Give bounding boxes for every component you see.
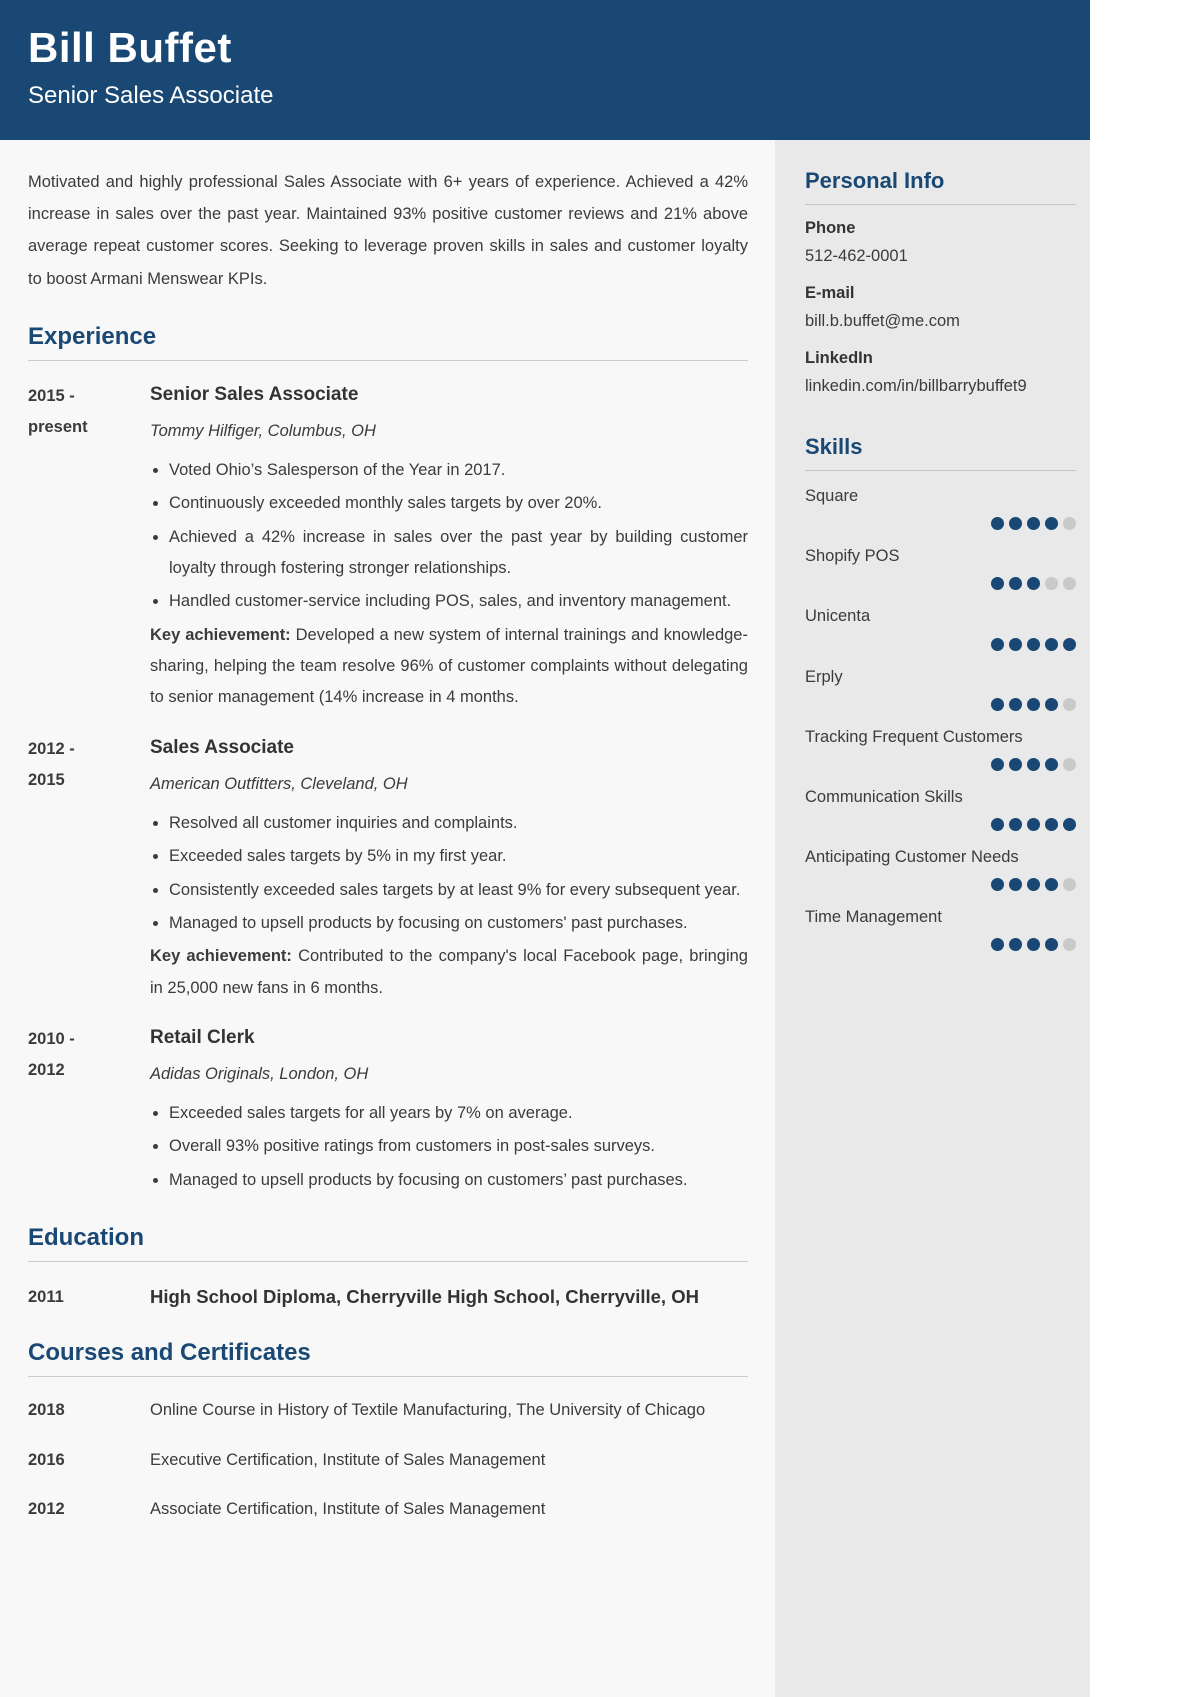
entry-bullet-list bbox=[150, 455, 748, 618]
course-entry bbox=[28, 1395, 748, 1426]
candidate-job-title: Senior Sales Associate bbox=[28, 82, 274, 109]
email-label: E-mail bbox=[805, 284, 855, 303]
bullet-item: • Achieved a 42% increase in sales over the past year by building customer loyalty through fostering stronger relationships. bbox=[169, 522, 748, 585]
skill-item bbox=[805, 605, 1076, 651]
bullet-item: • Handled customer-service including POS, sales, and inventory management. bbox=[169, 586, 748, 617]
education-heading: Education bbox=[28, 1224, 748, 1262]
key-achievement-label: Key achievement: bbox=[150, 947, 292, 966]
rating-dot-icon bbox=[1045, 577, 1058, 590]
personal-info-heading: Personal Info bbox=[805, 168, 1076, 205]
rating-dot-icon bbox=[1045, 638, 1058, 651]
bullet-item: • Exceeded sales targets by 5% in my first year. bbox=[169, 841, 748, 872]
email-value: bill.b.buffet@me.com bbox=[805, 312, 960, 331]
personal-info-item bbox=[805, 349, 1076, 398]
rating-dot-icon bbox=[1027, 758, 1040, 771]
entry-title: Sales Associate bbox=[150, 736, 294, 758]
courses-heading: Courses and Certificates bbox=[28, 1339, 748, 1377]
skill-rating bbox=[805, 577, 1076, 591]
linkedin-value: linkedin.com/in/billbarrybuffet9 bbox=[805, 377, 1027, 396]
rating-dot-icon bbox=[1063, 878, 1076, 891]
entry-body bbox=[150, 1024, 748, 1198]
entry-bullet-list bbox=[150, 808, 748, 939]
skill-item bbox=[805, 726, 1076, 772]
key-achievement-label: Key achievement: bbox=[150, 625, 291, 644]
skills-heading: Skills bbox=[805, 434, 1076, 471]
course-text: Executive Certification, Institute of Sales Management bbox=[150, 1450, 546, 1469]
entry-dates: 2012 bbox=[28, 1500, 65, 1519]
skill-item bbox=[805, 485, 1076, 531]
key-achievement-text: Developed a new system of internal trainings and knowledge-sharing, helping the team resolve 96% of customer complaints without delegating to senior management (14% increase in 4 months. bbox=[150, 625, 748, 707]
linkedin-label: LinkedIn bbox=[805, 349, 873, 368]
rating-dot-icon bbox=[1027, 818, 1040, 831]
skill-name: Square bbox=[805, 487, 859, 506]
rating-dot-icon bbox=[1009, 818, 1022, 831]
rating-dot-icon bbox=[991, 938, 1004, 951]
rating-dot-icon bbox=[1009, 638, 1022, 651]
rating-dot-icon bbox=[1027, 938, 1040, 951]
personal-info-item bbox=[805, 219, 1076, 268]
rating-dot-icon bbox=[1063, 577, 1076, 590]
bullet-item: • Resolved all customer inquiries and complaints. bbox=[169, 808, 748, 839]
bullet-item: • Voted Ohio’s Salesperson of the Year in 2017. bbox=[169, 455, 748, 486]
rating-dot-icon bbox=[991, 698, 1004, 711]
rating-dot-icon bbox=[1027, 517, 1040, 530]
rating-dot-icon bbox=[1045, 938, 1058, 951]
skill-name: Time Management bbox=[805, 907, 942, 926]
rating-dot-icon bbox=[991, 577, 1004, 590]
professional-summary: Motivated and highly professional Sales Associate with 6+ years of experience. Achieved a 42% increase in sales over the past year. Maintained 93% positive customer reviews and 21% above average repeat customer scores. Seeking to leverage proven skills in sales and customer loyalty to boost Armani Menswear KPIs. bbox=[28, 173, 748, 288]
skill-name: Unicenta bbox=[805, 607, 871, 626]
entry-dates: 2011 bbox=[28, 1288, 64, 1307]
entry-dates bbox=[28, 1024, 150, 1198]
candidate-name: Bill Buffet bbox=[28, 24, 232, 71]
entry-date-from: 2012 - bbox=[28, 739, 75, 758]
rating-dot-icon bbox=[1063, 818, 1076, 831]
entry-company: Adidas Originals, London, OH bbox=[150, 1065, 369, 1084]
rating-dot-icon bbox=[1045, 758, 1058, 771]
entry-date-to: 2012 bbox=[28, 1061, 65, 1080]
key-achievement bbox=[150, 941, 748, 1004]
skill-rating bbox=[805, 758, 1076, 772]
rating-dot-icon bbox=[1027, 638, 1040, 651]
course-entry bbox=[28, 1494, 748, 1525]
rating-dot-icon bbox=[991, 818, 1004, 831]
bullet-item: • Exceeded sales targets for all years by 7% on average. bbox=[169, 1098, 748, 1129]
main-column bbox=[0, 140, 775, 1697]
course-entry bbox=[28, 1445, 748, 1476]
entry-date-to: present bbox=[28, 418, 88, 437]
rating-dot-icon bbox=[1027, 698, 1040, 711]
rating-dot-icon bbox=[1027, 878, 1040, 891]
education-text: High School Diploma, Cherryville High School, Cherryville, OH bbox=[150, 1286, 699, 1308]
content-columns bbox=[0, 140, 1090, 1697]
skill-name: Erply bbox=[805, 667, 843, 686]
bullet-item: • Consistently exceeded sales targets by at least 9% for every subsequent year. bbox=[169, 875, 748, 906]
rating-dot-icon bbox=[991, 758, 1004, 771]
course-text: Online Course in History of Textile Manufacturing, The University of Chicago bbox=[150, 1401, 706, 1420]
rating-dot-icon bbox=[1009, 517, 1022, 530]
skill-rating bbox=[805, 517, 1076, 531]
rating-dot-icon bbox=[1063, 698, 1076, 711]
rating-dot-icon bbox=[1063, 638, 1076, 651]
personal-info-block bbox=[805, 168, 1076, 398]
education-section bbox=[28, 1224, 748, 1313]
rating-dot-icon bbox=[991, 517, 1004, 530]
skill-name: Communication Skills bbox=[805, 787, 963, 806]
course-text: Associate Certification, Institute of Sales Management bbox=[150, 1500, 546, 1519]
rating-dot-icon bbox=[1063, 517, 1076, 530]
rating-dot-icon bbox=[1009, 878, 1022, 891]
bullet-item: • Continuously exceeded monthly sales targets by over 20%. bbox=[169, 488, 748, 519]
rating-dot-icon bbox=[1009, 698, 1022, 711]
rating-dot-icon bbox=[1009, 938, 1022, 951]
key-achievement-text: Contributed to the company's local Facebook page, bringing in 25,000 new fans in 6 months. bbox=[150, 947, 748, 997]
rating-dot-icon bbox=[1063, 758, 1076, 771]
entry-dates: 2018 bbox=[28, 1401, 65, 1420]
entry-title: Retail Clerk bbox=[150, 1026, 255, 1048]
rating-dot-icon bbox=[1063, 938, 1076, 951]
skill-rating bbox=[805, 698, 1076, 712]
courses-section bbox=[28, 1339, 748, 1525]
education-entry bbox=[28, 1282, 748, 1313]
rating-dot-icon bbox=[1045, 698, 1058, 711]
rating-dot-icon bbox=[1045, 818, 1058, 831]
experience-section bbox=[28, 323, 748, 1198]
experience-entry bbox=[28, 734, 748, 1004]
key-achievement bbox=[150, 620, 748, 714]
entry-date-to: 2015 bbox=[28, 770, 65, 789]
skill-rating bbox=[805, 938, 1076, 952]
entry-title: Senior Sales Associate bbox=[150, 383, 359, 405]
skill-item bbox=[805, 906, 1076, 952]
bullet-item: • Overall 93% positive ratings from customers in post-sales surveys. bbox=[169, 1131, 748, 1162]
skill-name: Shopify POS bbox=[805, 547, 900, 566]
entry-dates: 2016 bbox=[28, 1450, 65, 1469]
bullet-item: • Managed to upsell products by focusing on customers’ past purchases. bbox=[169, 1165, 748, 1196]
entry-date-from: 2010 - bbox=[28, 1029, 75, 1048]
skill-rating bbox=[805, 638, 1076, 652]
skill-rating bbox=[805, 878, 1076, 892]
skill-name: Tracking Frequent Customers bbox=[805, 727, 1023, 746]
entry-company: Tommy Hilfiger, Columbus, OH bbox=[150, 422, 376, 441]
skill-item bbox=[805, 666, 1076, 712]
entry-body bbox=[150, 381, 748, 714]
skill-rating bbox=[805, 818, 1076, 832]
skills-block bbox=[805, 434, 1076, 952]
skill-name: Anticipating Customer Needs bbox=[805, 847, 1019, 866]
entry-dates bbox=[28, 734, 150, 1004]
rating-dot-icon bbox=[1009, 758, 1022, 771]
entry-body bbox=[150, 734, 748, 1004]
rating-dot-icon bbox=[1045, 517, 1058, 530]
rating-dot-icon bbox=[991, 878, 1004, 891]
experience-heading: Experience bbox=[28, 323, 748, 361]
rating-dot-icon bbox=[1045, 878, 1058, 891]
sidebar bbox=[775, 140, 1090, 1697]
header-banner bbox=[0, 0, 1090, 140]
bullet-item: • Managed to upsell products by focusing on customers' past purchases. bbox=[169, 908, 748, 939]
personal-info-item bbox=[805, 284, 1076, 333]
skill-item bbox=[805, 846, 1076, 892]
rating-dot-icon bbox=[991, 638, 1004, 651]
skill-item bbox=[805, 786, 1076, 832]
experience-entry bbox=[28, 381, 748, 714]
skill-item bbox=[805, 545, 1076, 591]
entry-bullet-list bbox=[150, 1098, 748, 1196]
phone-value: 512-462-0001 bbox=[805, 247, 908, 265]
rating-dot-icon bbox=[1027, 577, 1040, 590]
phone-label: Phone bbox=[805, 219, 856, 237]
entry-dates bbox=[28, 381, 150, 714]
experience-entry bbox=[28, 1024, 748, 1198]
rating-dot-icon bbox=[1009, 577, 1022, 590]
entry-company: American Outfitters, Cleveland, OH bbox=[150, 775, 408, 794]
entry-date-from: 2015 - bbox=[28, 386, 75, 405]
